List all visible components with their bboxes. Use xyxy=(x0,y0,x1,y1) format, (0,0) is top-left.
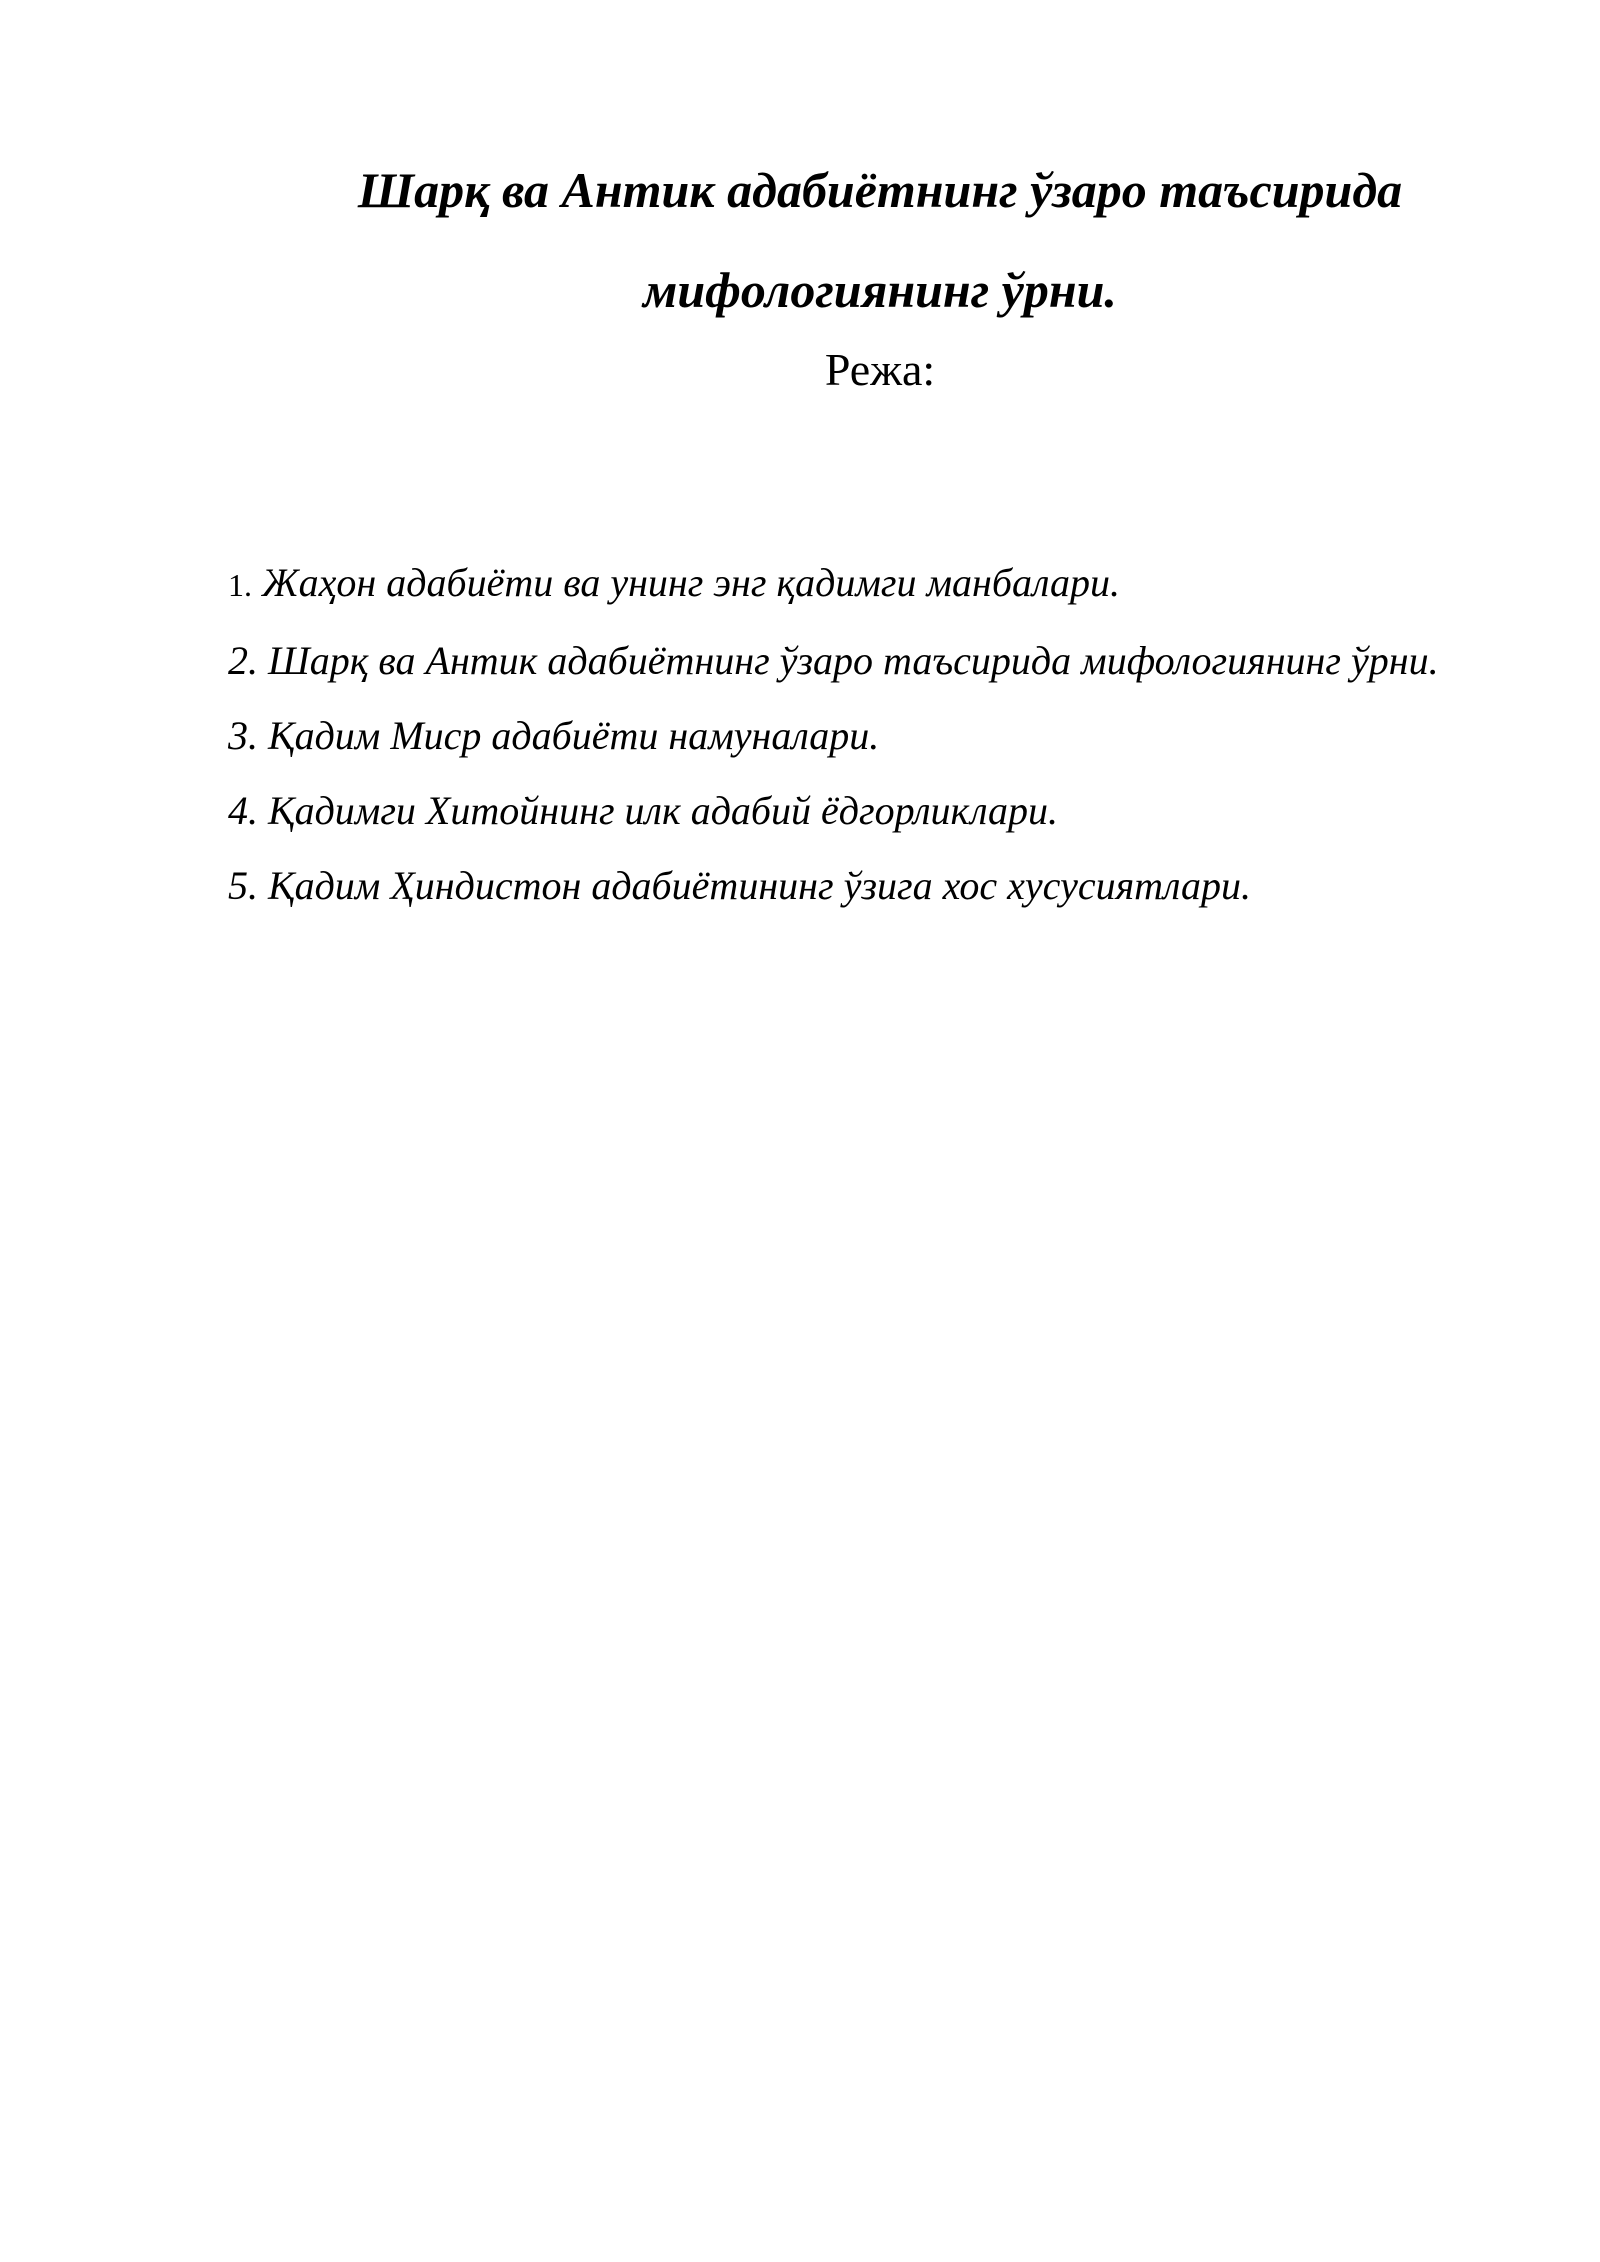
plan-item-text: Қадимги Хитойнинг илк адабий ёдгорликлари. xyxy=(268,788,1058,833)
document-title xyxy=(230,140,1530,340)
title-line-1: Шарқ ва Антик адабиётнинг ўзаро таъсирида xyxy=(357,162,1403,218)
plan-heading: Режа: xyxy=(824,344,936,395)
plan-item-text: Қадим Ҳиндистон адабиётининг ўзига хос хусусиятлари. xyxy=(268,863,1251,908)
plan-list xyxy=(228,545,1548,923)
plan-item-2 xyxy=(228,623,1548,698)
plan-item-text: Жаҳон адабиёти ва унинг энг қадимги манбалари. xyxy=(262,560,1120,605)
plan-item-text: Шарқ ва Антик адабиётнинг ўзаро таъсирида мифологиянинг ўрни. xyxy=(268,638,1439,683)
plan-item-3 xyxy=(228,698,1548,773)
plan-item-number: 4. xyxy=(228,788,258,833)
plan-item-5 xyxy=(228,848,1548,923)
title-line-2: мифологиянинг ўрни. xyxy=(643,262,1117,318)
plan-item-number: 5. xyxy=(228,863,258,908)
plan-item-number: 1. xyxy=(228,567,252,603)
plan-item-number: 3. xyxy=(228,713,258,758)
plan-item-text: Қадим Миср адабиёти намуналари. xyxy=(268,713,880,758)
plan-item-1 xyxy=(228,545,1548,623)
plan-item-4 xyxy=(228,773,1548,848)
plan-item-number: 2. xyxy=(228,638,258,683)
